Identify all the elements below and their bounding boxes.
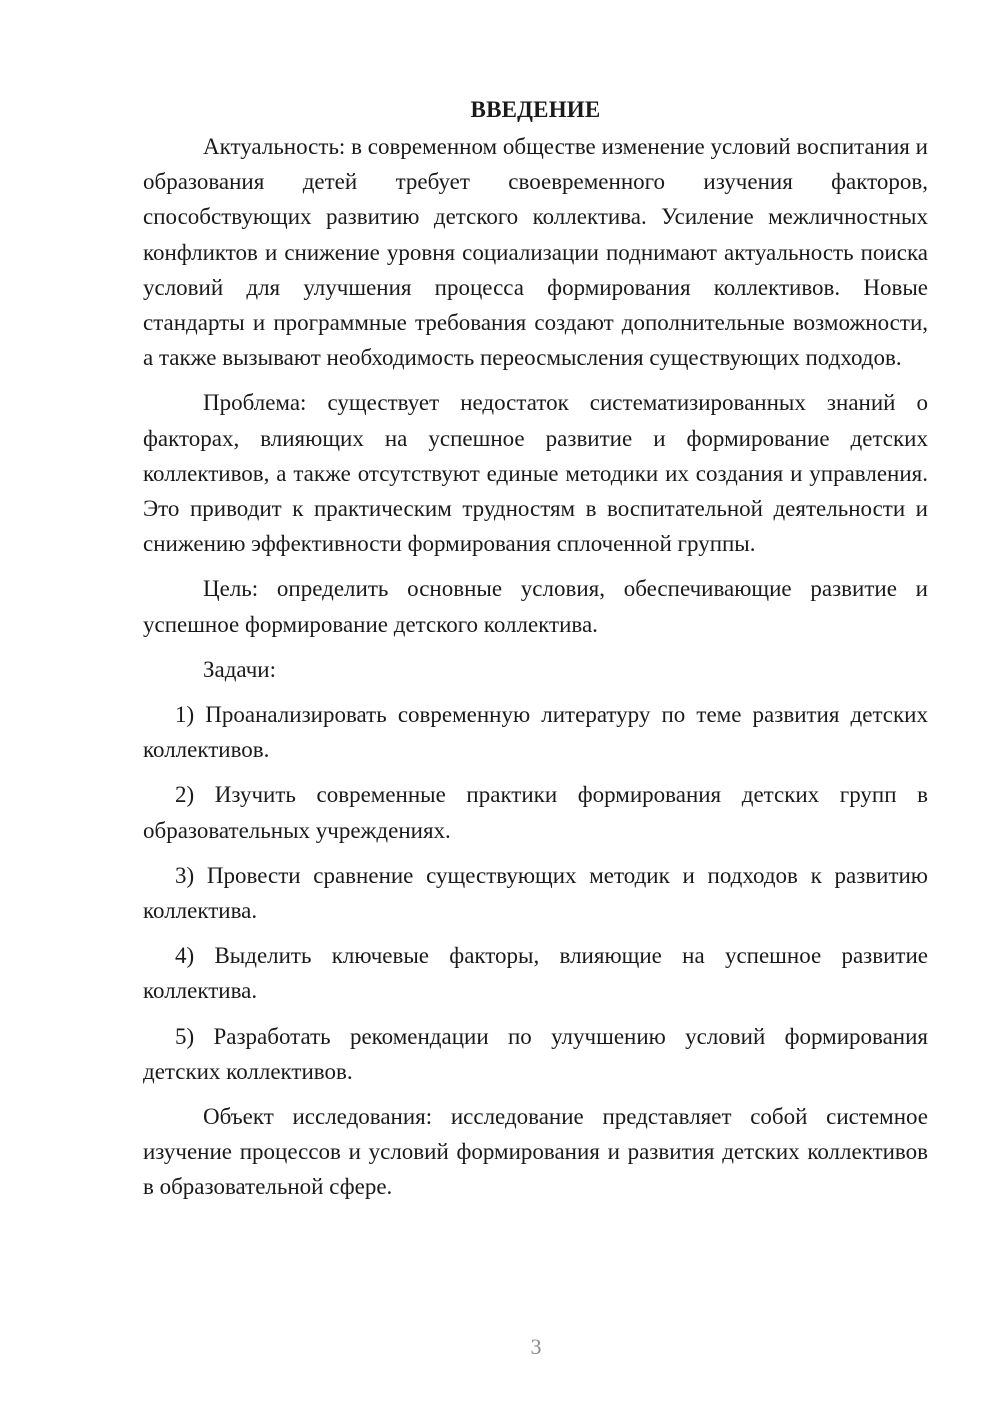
task-item-1: 1) Проанализировать современную литературу по теме развития детских коллективов. [143,702,928,763]
task-item-2: 2) Изучить современные практики формирования детских групп в образовательных учреждениях. [143,782,928,843]
relevance-paragraph: Актуальность: в современном обществе изменение условий воспитания и образования детей требует своевременного изучения факторов, способствующих развитию детского коллектива. Усиление межличностных конфликтов и снижение уровня социализации поднимают актуальность поиска условий для улучшения процесса формирования коллективов. Новые стандарты и программные требования создают дополнительные возможности, а также вызывают необходимость переосмысления существующих подходов. [143,134,928,371]
task-item-5: 5) Разработать рекомендации по улучшению условий формирования детских коллективов. [143,1023,928,1084]
section-heading: ВВЕДЕНИЕ [470,97,601,122]
goal-paragraph: Цель: определить основные условия, обеспечивающие развитие и успешное формирование детского коллектива. [143,576,928,637]
task-item-3: 3) Провести сравнение существующих методик и подходов к развитию коллектива. [143,862,928,924]
problem-paragraph: Проблема: существует недостаток систематизированных знаний о факторах, влияющих на успешное развитие и формирование детских коллективов, а также отсутствуют единые методики их создания и управления. Это приводит к практическим трудностям в воспитательной деятельности и снижению эффективности формирования сплоченной группы. [143,390,928,557]
object-paragraph: Объект исследования: исследование представляет собой системное изучение процессов и условий формирования и развития детских коллективов в образовательной сфере. [143,1104,928,1200]
page-content [143,92,928,1215]
page-number: 3 [530,1334,542,1359]
task-item-4: 4) Выделить ключевые факторы, влияющие на успешное развитие коллектива. [143,943,928,1004]
tasks-label: Задачи: [203,656,276,682]
